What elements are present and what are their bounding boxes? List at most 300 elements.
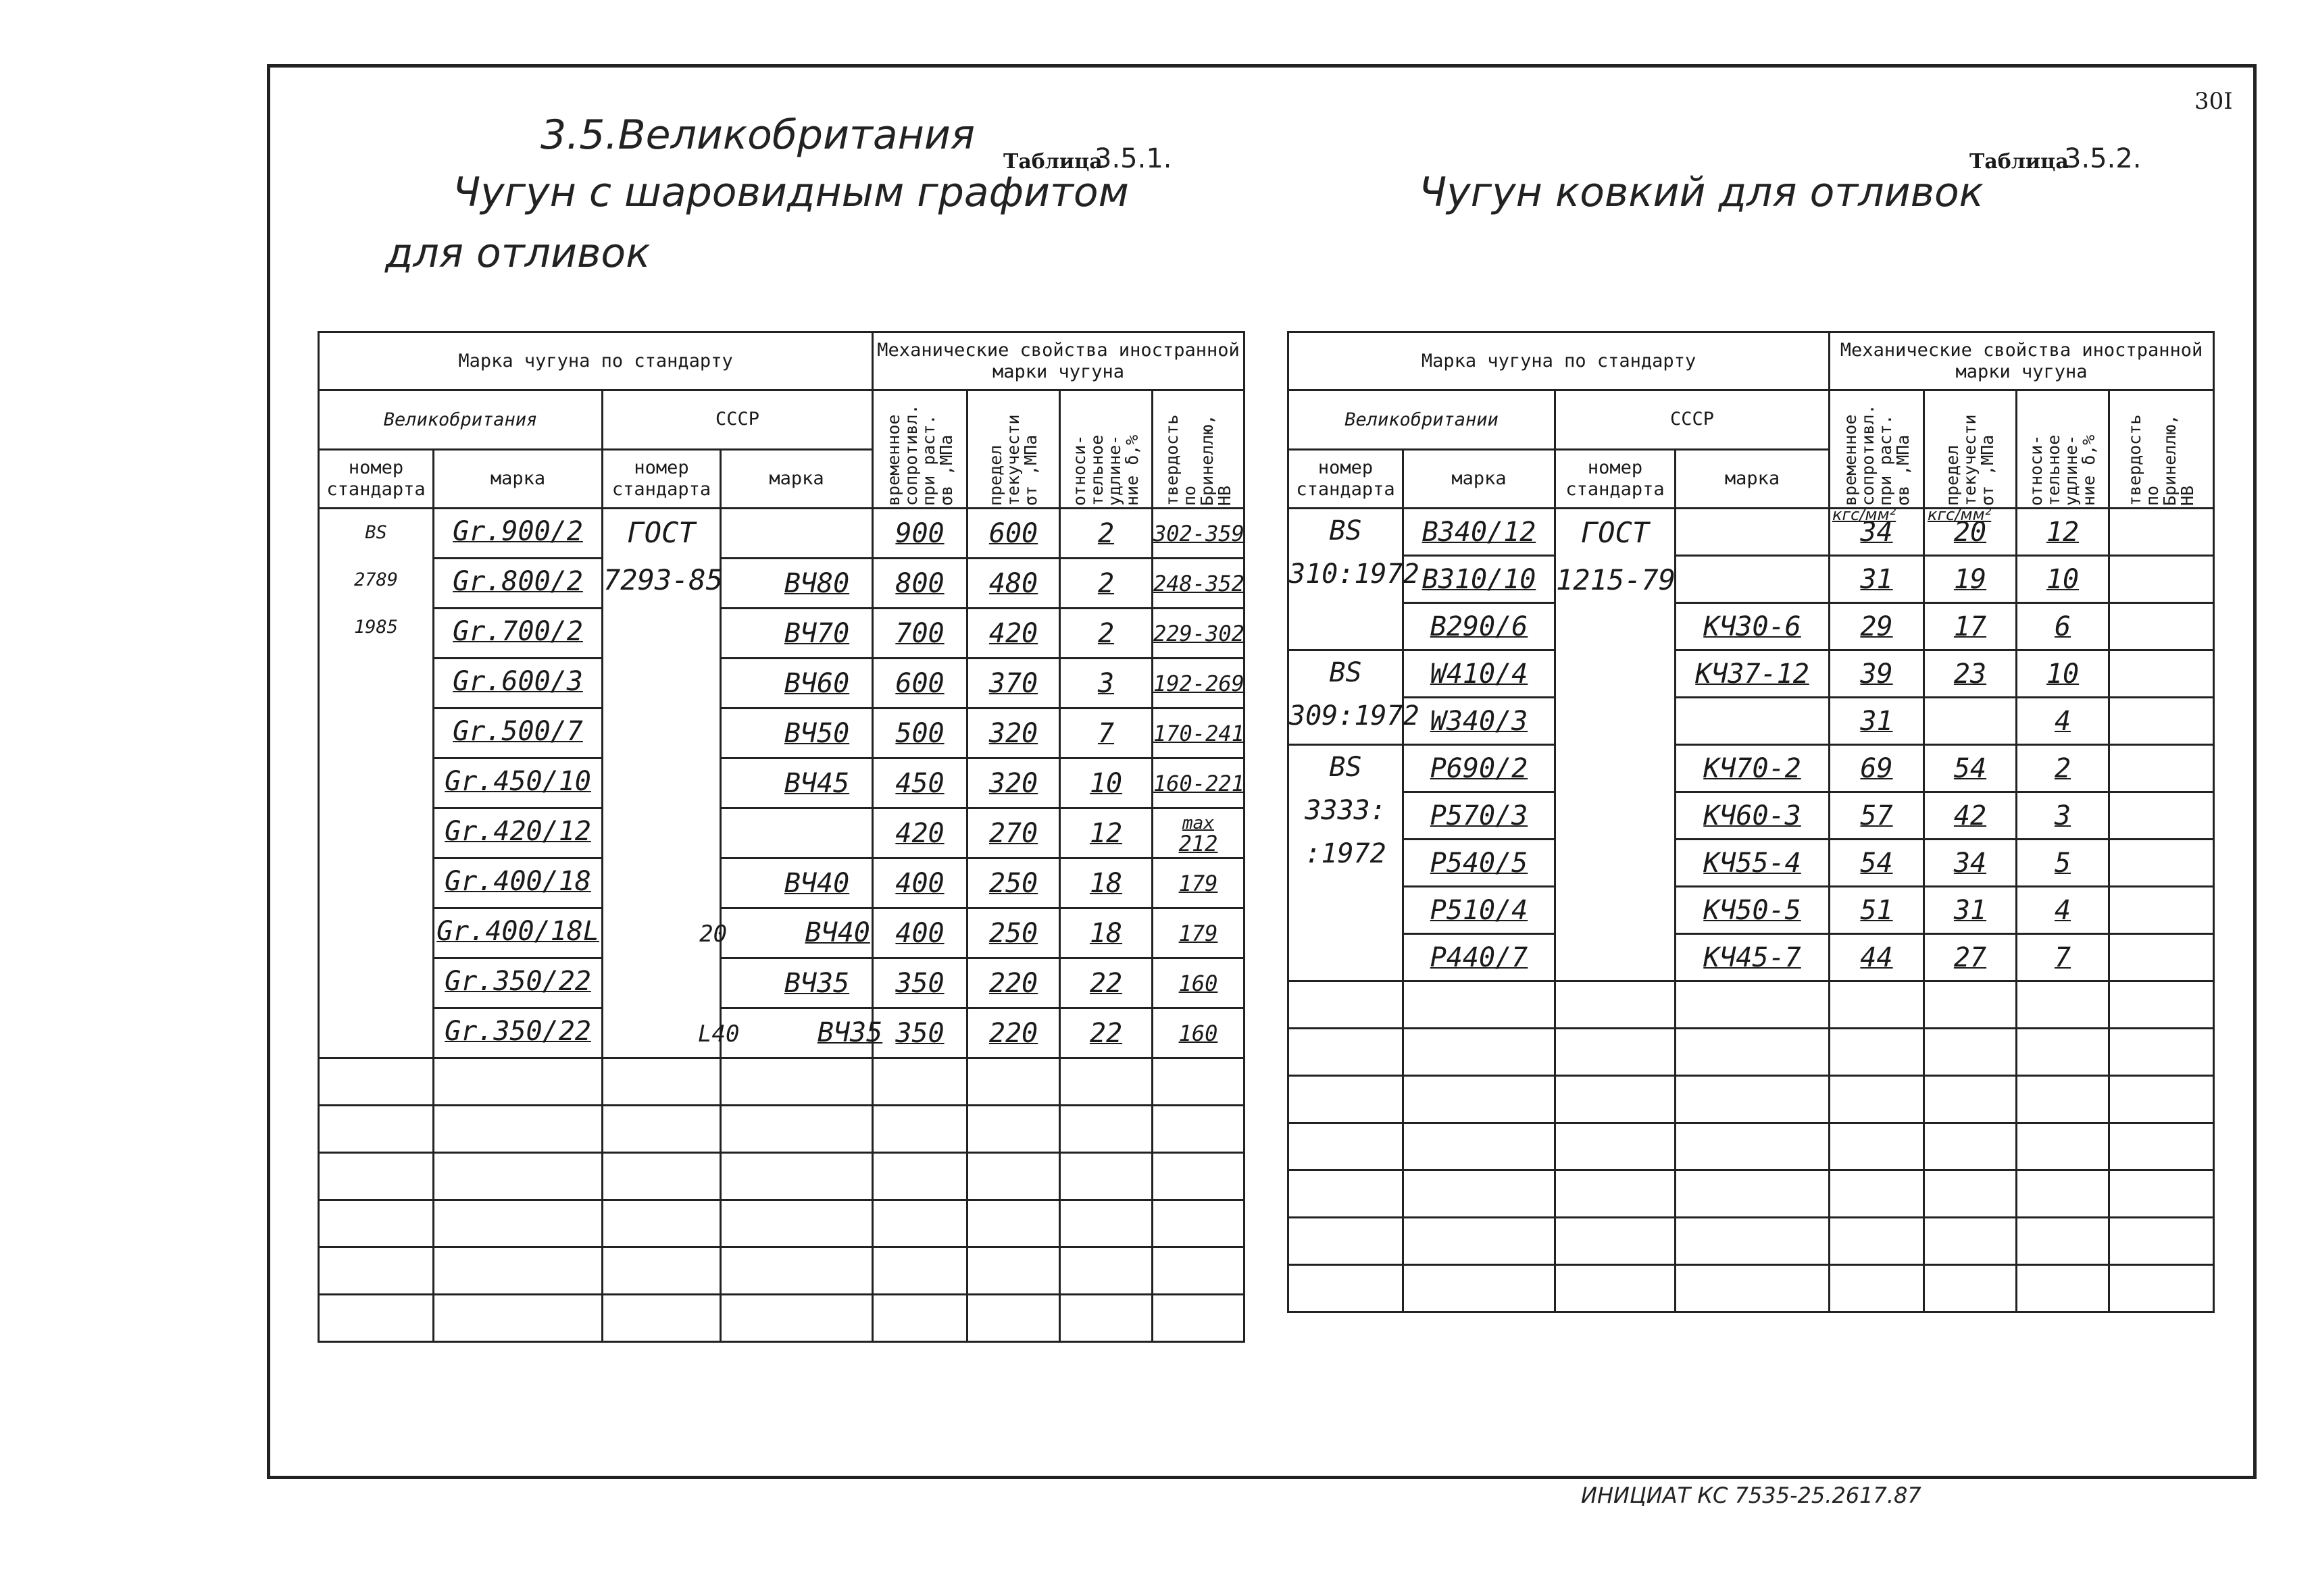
left-yield (967, 1008, 1060, 1058)
left-ussr-std-number-line: ГОСТ (627, 516, 696, 549)
left-uk-mark-text: Gr.600/3 (453, 666, 583, 697)
left-yield (967, 609, 1060, 659)
left-ussr-mark-text: ВЧ40 (805, 917, 870, 948)
empty-cell (1403, 981, 1555, 1029)
right-tensile (1830, 840, 1924, 887)
right-tensile-text: 44 (1860, 942, 1893, 973)
right-ussr-mark (1676, 745, 1830, 792)
right-uk-mark-text: P440/7 (1430, 942, 1528, 973)
right-ussr-mark-text: КЧ55-4 (1703, 847, 1801, 879)
left-tensile (873, 559, 967, 609)
left-elong-text: 12 (1089, 817, 1123, 849)
right-hardness (2109, 698, 2214, 745)
left-elong-text: 2 (1097, 567, 1115, 599)
right-uk-mark (1403, 603, 1555, 650)
right-uk-mark (1403, 698, 1555, 745)
right-hdr-tensile: временное сопротивл. при раст. σв ,МПа (1840, 404, 1913, 506)
empty-cell (1153, 1106, 1244, 1153)
right-yield (1924, 650, 2017, 698)
empty-cell (1060, 1106, 1153, 1153)
table-row (1288, 934, 2214, 981)
left-hardness-prefix: max (1182, 813, 1214, 833)
left-hardness-text: 192-269 (1153, 670, 1244, 696)
right-hdr-ussr-std-number: номер стандарта (1555, 449, 1676, 509)
right-ussr-mark-text: КЧ30-6 (1703, 611, 1801, 642)
right-hardness (2109, 603, 2214, 650)
empty-cell (434, 1153, 603, 1200)
left-uk-mark-text: Gr.400/18 (445, 866, 591, 897)
table-row (1288, 1123, 2214, 1170)
empty-cell (873, 1153, 967, 1200)
table-row (319, 1200, 1244, 1247)
left-tensile-text: 350 (895, 1017, 945, 1049)
empty-cell (319, 1106, 434, 1153)
empty-cell (1060, 1247, 1153, 1295)
right-tensile-text: 34 (1860, 516, 1893, 548)
empty-cell (434, 1295, 603, 1342)
right-uk-mark-text: B290/6 (1430, 611, 1528, 642)
empty-cell (1924, 981, 2017, 1029)
empty-cell (967, 1058, 1060, 1106)
left-uk-mark (434, 609, 603, 659)
left-tensile-text: 700 (895, 617, 945, 649)
left-hardness (1153, 858, 1244, 908)
right-uk-std-number-line: BS (1329, 657, 1362, 688)
left-uk-mark (434, 709, 603, 758)
table-row (1288, 887, 2214, 934)
left-hdr-ussr: СССР (603, 390, 873, 450)
left-hdr-hardness: твердость по Бринеллю, НВ (1161, 414, 1234, 506)
empty-cell (1153, 1153, 1244, 1200)
left-yield-text: 270 (988, 817, 1038, 849)
table-row (1288, 1076, 2214, 1123)
left-uk-mark-text: Gr.500/7 (453, 716, 583, 747)
left-yield (967, 559, 1060, 609)
right-uk-std-number-line: 309:1972 (1289, 700, 1419, 731)
table-row (319, 808, 1244, 858)
right-uk-mark (1403, 650, 1555, 698)
empty-cell (319, 1295, 434, 1342)
right-hardness (2109, 509, 2214, 556)
right-uk-std-number-cell (1288, 745, 1403, 981)
left-hdr-mech-props: Механические свойства иностранной марки чугуна (873, 332, 1244, 390)
left-uk-mark-text: Gr.400/18L (436, 916, 599, 947)
table-row (319, 709, 1244, 758)
right-yield (1924, 887, 2017, 934)
table-row (1288, 1170, 2214, 1218)
right-yield-text: 27 (1953, 942, 1987, 973)
right-hdr-yield: предел текучести σт ,МПа (1942, 414, 1998, 506)
empty-cell (1924, 1029, 2017, 1076)
right-tensile (1830, 650, 1924, 698)
right-tensile-text: 51 (1860, 894, 1893, 926)
right-elong-text: 12 (2046, 516, 2080, 548)
empty-cell (1555, 1265, 1676, 1312)
right-uk-mark (1403, 745, 1555, 792)
left-yield (967, 958, 1060, 1008)
empty-cell (2017, 1170, 2109, 1218)
right-uk-mark-text: P510/4 (1430, 894, 1528, 926)
empty-cell (603, 1153, 721, 1200)
right-uk-mark-text: W340/3 (1430, 705, 1528, 737)
left-title-line1: Чугун с шаровидным графитом (453, 169, 1129, 216)
right-yield (1924, 745, 2017, 792)
empty-cell (967, 1153, 1060, 1200)
left-hdr-uk: Великобритания (319, 390, 603, 450)
right-ussr-mark-text: КЧ45-7 (1703, 942, 1801, 973)
right-elong-text: 10 (2046, 658, 2080, 690)
left-ussr-mark (721, 858, 873, 908)
left-yield-text: 220 (988, 1017, 1038, 1049)
right-yield-text: 34 (1953, 847, 1987, 879)
left-ussr-mark-text: ВЧ45 (784, 767, 850, 799)
right-table (1287, 331, 2215, 1313)
left-yield (967, 709, 1060, 758)
left-uk-mark (434, 659, 603, 709)
left-elong-text: 10 (1089, 767, 1123, 799)
empty-cell (1924, 1218, 2017, 1265)
left-hardness-text: 248-352 (1153, 570, 1244, 596)
empty-cell (2109, 1265, 2214, 1312)
empty-cell (721, 1200, 873, 1247)
left-uk-mark-text: Gr.900/2 (453, 516, 583, 547)
table-row (319, 559, 1244, 609)
empty-cell (2017, 1218, 2109, 1265)
right-yield (1924, 603, 2017, 650)
right-uk-std-number-line: BS (1329, 515, 1362, 546)
left-uk-mark (434, 509, 603, 559)
left-yield-text: 320 (988, 767, 1038, 799)
left-ussr-mark (698, 1008, 883, 1058)
left-hardness (1153, 559, 1244, 609)
empty-cell (1403, 1170, 1555, 1218)
left-hdr-standard-mark: Марка чугуна по стандарту (319, 332, 873, 390)
empty-cell (1288, 1170, 1403, 1218)
right-uk-mark-text: B340/12 (1422, 516, 1536, 548)
table-row (319, 1106, 1244, 1153)
left-uk-mark (434, 858, 603, 908)
left-yield-text: 220 (988, 967, 1038, 999)
empty-cell (319, 1153, 434, 1200)
left-uk-std-number-cell (319, 509, 434, 1058)
right-uk-mark (1403, 934, 1555, 981)
left-hardness (1153, 758, 1244, 808)
left-ussr-mark (721, 709, 873, 758)
left-hdr-ussr-mark: марка (721, 449, 873, 509)
right-ussr-std-number-cell (1555, 509, 1676, 981)
right-hardness (2109, 840, 2214, 887)
left-elong-text: 22 (1089, 1017, 1123, 1049)
left-elong (1060, 758, 1153, 808)
right-uk-mark-text: P540/5 (1430, 847, 1528, 879)
right-yield (1924, 840, 2017, 887)
empty-cell (1288, 1265, 1403, 1312)
right-title-line1: Чугун ковкий для отливок (1419, 169, 1984, 216)
empty-cell (434, 1200, 603, 1247)
empty-cell (873, 1106, 967, 1153)
left-hardness-text: 160-221 (1153, 770, 1244, 796)
right-elong (2017, 745, 2109, 792)
right-hdr-elong-cell (2017, 390, 2109, 509)
right-uk-mark-text: P690/2 (1430, 752, 1528, 784)
empty-cell (873, 1200, 967, 1247)
table-row (319, 758, 1244, 808)
left-uk-std-number-line: 1985 (353, 617, 399, 638)
left-tensile-text: 400 (895, 867, 945, 899)
right-hdr-yield-cell (1924, 390, 2017, 509)
left-uk-mark (434, 808, 603, 858)
left-hardness (1153, 1008, 1244, 1058)
right-tensile (1830, 887, 1924, 934)
right-table-number: 3.5.2. (2064, 143, 2142, 174)
empty-cell (1153, 1058, 1244, 1106)
right-elong-text: 5 (2054, 847, 2071, 879)
empty-cell (1830, 1123, 1924, 1170)
right-hardness (2109, 792, 2214, 840)
table-row (319, 908, 1244, 958)
left-tensile-text: 450 (895, 767, 945, 799)
right-elong-text: 7 (2054, 942, 2071, 973)
right-ussr-mark (1676, 934, 1830, 981)
right-yield-text: 19 (1953, 563, 1987, 595)
right-elong (2017, 840, 2109, 887)
right-hdr-uk: Великобритании (1288, 390, 1555, 450)
left-uk-mark (434, 908, 603, 958)
right-ussr-mark-text: КЧ50-5 (1703, 894, 1801, 926)
right-ussr-mark (1676, 698, 1830, 745)
left-hardness-text: 160 (1178, 1020, 1218, 1046)
table-row (1288, 509, 2214, 556)
left-elong (1060, 1008, 1153, 1058)
right-unit-yield: кгс/мм² (1928, 505, 1992, 524)
left-hardness-text: 179 (1178, 870, 1218, 896)
table-row (319, 1295, 1244, 1342)
right-tensile-text: 29 (1860, 611, 1893, 642)
empty-cell (1676, 1218, 1830, 1265)
empty-cell (1830, 1218, 1924, 1265)
right-ussr-mark (1676, 840, 1830, 887)
empty-cell (1830, 1265, 1924, 1312)
left-ussr-mark-text: ВЧ60 (784, 667, 850, 699)
empty-cell (2109, 1076, 2214, 1123)
right-uk-mark (1403, 556, 1555, 603)
empty-cell (721, 1058, 873, 1106)
left-hardness-text: 179 (1178, 920, 1218, 946)
empty-cell (319, 1058, 434, 1106)
empty-cell (721, 1247, 873, 1295)
right-yield-text: 20 (1953, 516, 1987, 548)
left-tensile (873, 908, 967, 958)
right-yield-text: 54 (1953, 752, 1987, 784)
right-elong-text: 3 (2054, 800, 2071, 831)
right-ussr-mark (1676, 887, 1830, 934)
empty-cell (1403, 1029, 1555, 1076)
right-yield (1924, 792, 2017, 840)
left-uk-mark (434, 1008, 603, 1058)
right-ussr-std-number-line: ГОСТ (1580, 516, 1650, 549)
right-hdr-tensile-cell (1830, 390, 1924, 509)
right-hardness (2109, 650, 2214, 698)
left-ussr-mark (721, 509, 873, 559)
left-elong-text: 2 (1097, 617, 1115, 649)
right-ussr-mark (1676, 509, 1830, 556)
empty-cell (603, 1058, 721, 1106)
empty-cell (873, 1058, 967, 1106)
left-tensile-text: 350 (895, 967, 945, 999)
empty-cell (1830, 1170, 1924, 1218)
table-row (319, 609, 1244, 659)
page-number: 30I (2194, 88, 2233, 115)
empty-cell (1403, 1123, 1555, 1170)
left-hardness (1153, 808, 1244, 858)
right-hardness (2109, 556, 2214, 603)
right-elong (2017, 887, 2109, 934)
left-ussr-mark (721, 758, 873, 808)
empty-cell (1924, 1265, 2017, 1312)
right-tensile-text: 57 (1860, 800, 1893, 831)
left-ussr-mark-text: ВЧ35 (817, 1016, 883, 1048)
left-ussr-mark-text: ВЧ40 (784, 867, 850, 899)
right-tensile (1830, 698, 1924, 745)
empty-cell (2017, 1029, 2109, 1076)
empty-cell (1060, 1153, 1153, 1200)
right-uk-std-number-line: 3333: (1305, 795, 1386, 826)
left-tensile (873, 958, 967, 1008)
empty-cell (1924, 1123, 2017, 1170)
left-hardness (1153, 958, 1244, 1008)
left-uk-mark-text: Gr.800/2 (453, 566, 583, 597)
empty-cell (1153, 1200, 1244, 1247)
right-tensile (1830, 934, 1924, 981)
empty-cell (603, 1106, 721, 1153)
empty-cell (2109, 1029, 2214, 1076)
empty-cell (1555, 1123, 1676, 1170)
right-uk-std-number-cell (1288, 650, 1419, 745)
right-hdr-hardness: твердость по Бринеллю, НВ (2125, 414, 2198, 506)
right-tensile-text: 69 (1860, 752, 1893, 784)
right-ussr-mark (1676, 650, 1830, 698)
right-elong (2017, 509, 2109, 556)
empty-cell (1676, 1029, 1830, 1076)
left-elong (1060, 659, 1153, 709)
empty-cell (1288, 981, 1403, 1029)
empty-cell (2109, 1170, 2214, 1218)
right-elong-text: 4 (2054, 705, 2071, 737)
left-title-line2: для отливок (385, 230, 651, 277)
left-yield (967, 509, 1060, 559)
right-tensile-text: 54 (1860, 847, 1893, 879)
empty-cell (1830, 981, 1924, 1029)
right-uk-mark-text: P570/3 (1430, 800, 1528, 831)
left-hardness (1153, 659, 1244, 709)
right-tensile (1830, 556, 1924, 603)
empty-cell (2109, 1218, 2214, 1265)
left-tensile (873, 758, 967, 808)
left-hdr-hard-cell (1153, 390, 1244, 509)
left-ussr-mark (699, 908, 873, 958)
left-table-label: Таблица (1003, 150, 1103, 174)
left-elong-text: 3 (1097, 667, 1115, 699)
empty-cell (1676, 1076, 1830, 1123)
left-ussr-mark (721, 659, 873, 709)
right-uk-mark-text: B310/10 (1422, 563, 1536, 595)
empty-cell (967, 1106, 1060, 1153)
left-yield-text: 600 (988, 517, 1038, 549)
right-uk-mark (1403, 840, 1555, 887)
left-hdr-ussr-std-number: номер стандарта (603, 449, 721, 509)
right-elong-text: 2 (2054, 752, 2071, 784)
left-tensile (873, 808, 967, 858)
left-yield-text: 250 (988, 917, 1038, 949)
left-tensile (873, 509, 967, 559)
left-hdr-uk-mark: марка (434, 449, 603, 509)
left-uk-mark-text: Gr.350/22 (445, 1016, 591, 1047)
left-hardness (1153, 709, 1244, 758)
table-row (1288, 650, 2214, 698)
left-hdr-yield-cell (967, 390, 1060, 509)
empty-cell (721, 1153, 873, 1200)
right-ussr-mark (1676, 792, 1830, 840)
left-yield-text: 480 (988, 567, 1038, 599)
empty-cell (967, 1247, 1060, 1295)
right-hardness (2109, 745, 2214, 792)
empty-cell (1676, 1265, 1830, 1312)
table-row (1288, 792, 2214, 840)
empty-cell (1060, 1295, 1153, 1342)
right-yield-text: 42 (1953, 800, 1987, 831)
empty-cell (434, 1106, 603, 1153)
left-note: 20 (699, 920, 741, 948)
empty-cell (1676, 1123, 1830, 1170)
left-elong-text: 22 (1089, 967, 1123, 999)
left-tensile-text: 900 (895, 517, 945, 549)
empty-cell (1288, 1029, 1403, 1076)
empty-cell (2109, 981, 2214, 1029)
table-row (1288, 698, 2214, 745)
right-hdr-hard-cell (2109, 390, 2214, 509)
right-elong-text: 6 (2054, 611, 2071, 642)
left-hdr-tensile-cell (873, 390, 967, 509)
empty-cell (1676, 1170, 1830, 1218)
left-ussr-mark-text: ВЧ35 (784, 967, 850, 999)
left-tensile (873, 858, 967, 908)
left-elong (1060, 858, 1153, 908)
right-uk-mark (1403, 792, 1555, 840)
right-hdr-ussr-mark: марка (1676, 449, 1830, 509)
left-ussr-mark (721, 958, 873, 1008)
empty-cell (1555, 981, 1676, 1029)
table-row (319, 1247, 1244, 1295)
left-yield-text: 320 (988, 717, 1038, 749)
right-ussr-mark-text: КЧ60-3 (1703, 800, 1801, 831)
table-row (319, 1058, 1244, 1106)
left-hdr-tensile: временное сопротивл. при раст. σв ,МПа (883, 404, 956, 506)
left-tensile-text: 800 (895, 567, 945, 599)
empty-cell (1555, 1076, 1676, 1123)
empty-cell (2109, 1123, 2214, 1170)
empty-cell (434, 1058, 603, 1106)
table-row (1288, 840, 2214, 887)
left-tensile-text: 420 (895, 817, 945, 849)
left-hardness-text: 302-359 (1153, 520, 1244, 546)
left-elong-text: 2 (1097, 517, 1115, 549)
empty-cell (2017, 1123, 2109, 1170)
left-hdr-yield: предел текучести σт ,МПа (986, 414, 1041, 506)
right-hardness (2109, 934, 2214, 981)
left-ussr-mark (721, 559, 873, 609)
right-elong-text: 4 (2054, 894, 2071, 926)
empty-cell (434, 1247, 603, 1295)
